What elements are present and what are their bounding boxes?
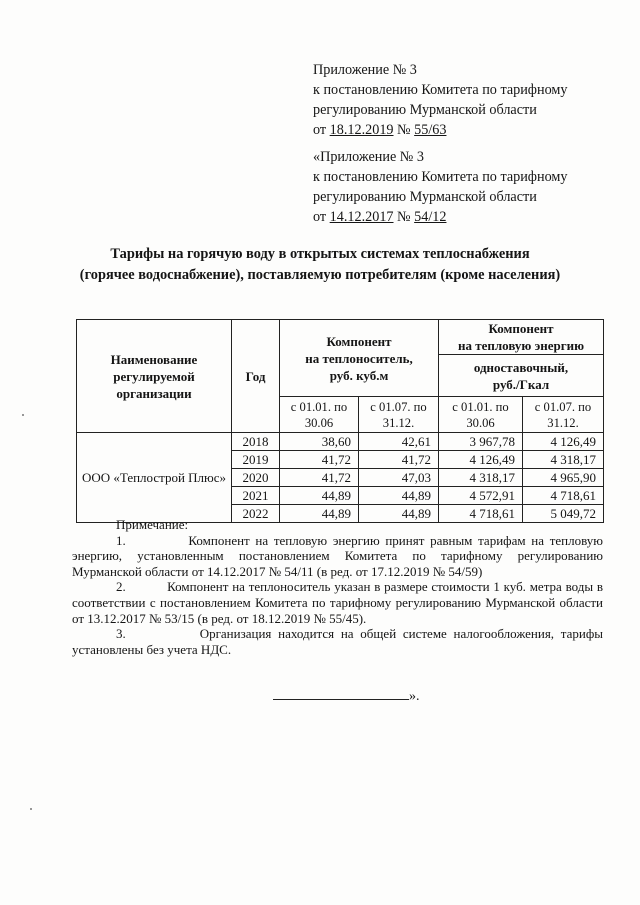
appendix-header-previous bbox=[313, 147, 568, 227]
energy-h1-cell: 4 318,17 bbox=[439, 469, 523, 487]
header-line: регулированию Мурманской области bbox=[313, 102, 537, 118]
year-cell: 2021 bbox=[232, 487, 280, 505]
header-date-line: от 14.12.2017 № 54/12 bbox=[313, 209, 447, 225]
carrier-h2-cell: 44,89 bbox=[359, 505, 439, 523]
header-line: «Приложение № 3 bbox=[313, 149, 424, 165]
carrier-h2-cell: 47,03 bbox=[359, 469, 439, 487]
energy-h2-cell: 4 318,17 bbox=[523, 451, 604, 469]
carrier-h1-cell: 41,72 bbox=[280, 469, 359, 487]
document-title bbox=[20, 244, 620, 286]
col-header-energy-sub: одноставочный, руб./Гкал bbox=[439, 355, 604, 397]
note-text: Компонент на тепловую энергию принят равным тарифам на тепловую энергию, установленным постановлением Комитета по тарифному регулированию Мурманской области от 14.12.2017 № 54/11 (в ред. от 17.12.2019 № 54/59) bbox=[72, 532, 603, 579]
title-line: Тарифы на горячую воду в открытых системах теплоснабжения bbox=[110, 246, 530, 262]
carrier-h2-cell: 41,72 bbox=[359, 451, 439, 469]
period-header: с 01.01. по 30.06 bbox=[280, 397, 359, 433]
carrier-h1-cell: 41,72 bbox=[280, 451, 359, 469]
energy-h2-cell: 4 126,49 bbox=[523, 433, 604, 451]
header-line: Приложение № 3 bbox=[313, 62, 417, 78]
note-text: Организация находится на общей системе налогообложения, тарифы установлены без учета НДС. bbox=[72, 626, 604, 657]
period-header: с 01.01. по 30.06 bbox=[439, 397, 523, 433]
col-header-energy: Компонент на тепловую энергию bbox=[439, 320, 604, 355]
notes-heading: Примечание: bbox=[116, 517, 189, 532]
col-header-year: Год bbox=[232, 320, 280, 433]
period-header: с 01.07. по 31.12. bbox=[523, 397, 604, 433]
energy-h1-cell: 4 126,49 bbox=[439, 451, 523, 469]
header-date-line: от 18.12.2019 № 55/63 bbox=[313, 122, 447, 138]
note-number: 2. bbox=[116, 579, 126, 595]
col-header-carrier: Компонент на теплоноситель, руб. куб.м bbox=[280, 320, 439, 397]
energy-h2-cell: 4 965,90 bbox=[523, 469, 604, 487]
year-cell: 2020 bbox=[232, 469, 280, 487]
carrier-h2-cell: 44,89 bbox=[359, 487, 439, 505]
year-cell: 2019 bbox=[232, 451, 280, 469]
note-text: Компонент на теплоноситель указан в размере стоимости 1 куб. метра воды в соответствии с постановлением Комитета по тарифному регулированию Мурманской области от 13.12.2017 № 53/15 (в ред. от 18.12.2019 № 55/45). bbox=[72, 579, 603, 626]
note-item bbox=[72, 579, 603, 626]
carrier-h1-cell: 44,89 bbox=[280, 505, 359, 523]
energy-h1-cell: 4 718,61 bbox=[439, 505, 523, 523]
energy-h2-cell: 5 049,72 bbox=[523, 505, 604, 523]
header-number: 54/12 bbox=[414, 209, 447, 225]
organization-cell: ООО «Теплострой Плюс» bbox=[77, 433, 232, 523]
signature-line bbox=[273, 686, 409, 700]
closing-quote: ». bbox=[409, 689, 420, 704]
scan-speck bbox=[30, 808, 32, 810]
header-line: к постановлению Комитета по тарифному bbox=[313, 169, 568, 185]
col-header-organization: Наименование регулируемой организации bbox=[77, 320, 232, 433]
title-line: (горячее водоснабжение), поставляемую потребителям (кроме населения) bbox=[79, 267, 561, 283]
scan-speck bbox=[22, 414, 24, 416]
carrier-h1-cell: 44,89 bbox=[280, 487, 359, 505]
notes-section bbox=[72, 517, 604, 657]
header-line: к постановлению Комитета по тарифному bbox=[313, 82, 568, 98]
carrier-h2-cell: 42,61 bbox=[359, 433, 439, 451]
header-date: 14.12.2017 bbox=[329, 209, 394, 225]
energy-h1-cell: 3 967,78 bbox=[439, 433, 523, 451]
closing-mark bbox=[273, 686, 420, 705]
note-number: 3. bbox=[116, 626, 126, 642]
carrier-h1-cell: 38,60 bbox=[280, 433, 359, 451]
header-date: 18.12.2019 bbox=[329, 122, 394, 138]
energy-h1-cell: 4 572,91 bbox=[439, 487, 523, 505]
period-header: с 01.07. по 31.12. bbox=[359, 397, 439, 433]
note-item bbox=[72, 626, 603, 657]
year-cell: 2018 bbox=[232, 433, 280, 451]
note-item bbox=[72, 533, 603, 580]
energy-h2-cell: 4 718,61 bbox=[523, 487, 604, 505]
table-row bbox=[77, 433, 604, 451]
header-number: 55/63 bbox=[414, 122, 447, 138]
tariff-table bbox=[76, 319, 604, 523]
appendix-header-current bbox=[313, 60, 568, 140]
header-line: регулированию Мурманской области bbox=[313, 189, 537, 205]
note-number: 1. bbox=[116, 532, 126, 548]
year-cell: 2022 bbox=[232, 505, 280, 523]
